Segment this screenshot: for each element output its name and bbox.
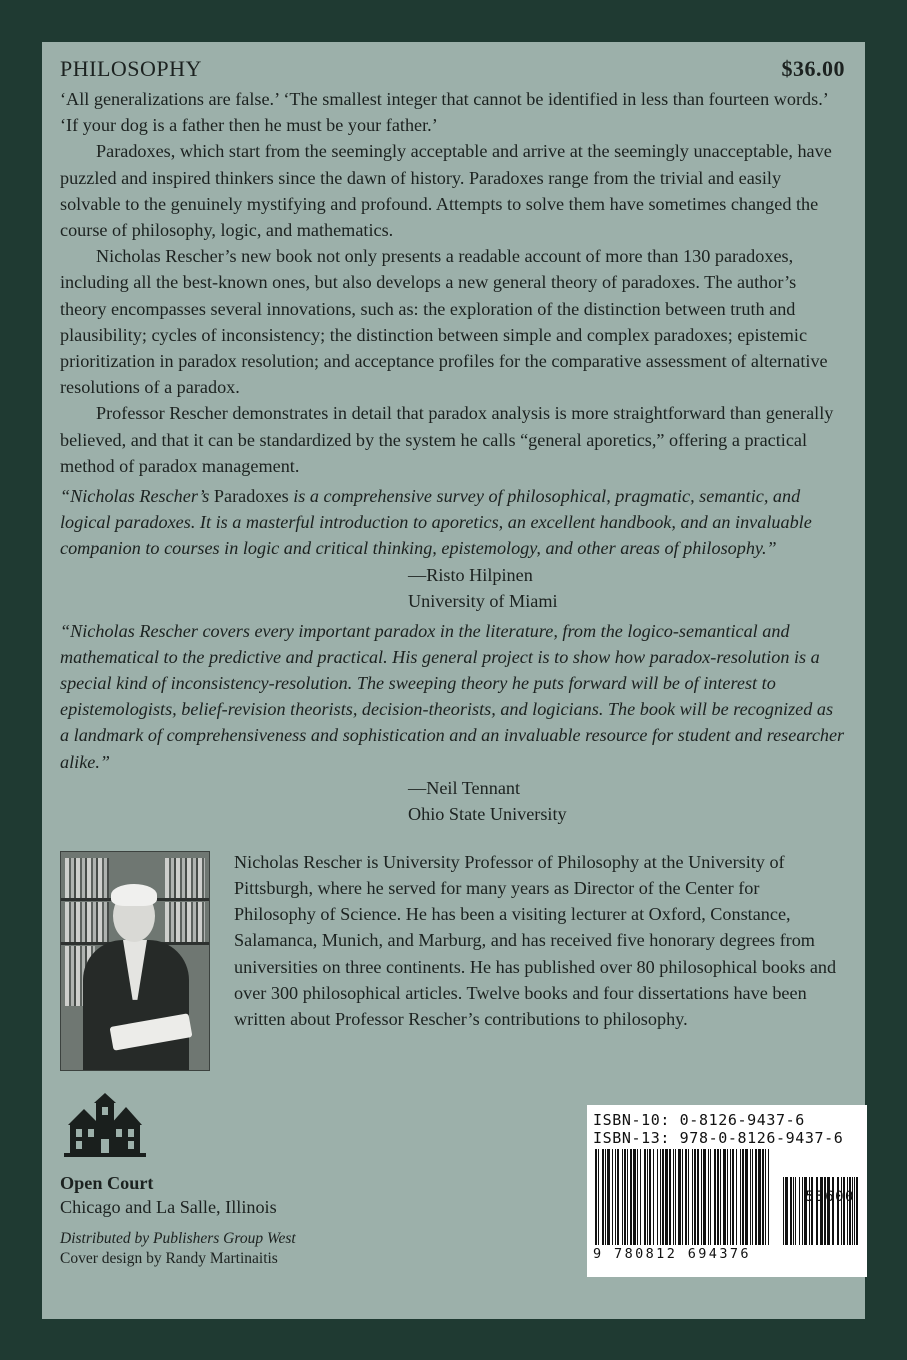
barcode-bar: [755, 1149, 757, 1245]
barcode-bar: [710, 1149, 711, 1245]
paragraph-2: Paradoxes, which start from the seemingly acceptable and arrive at the seemingly unacceptable, have puzzled and inspired thinkers since the dawn of history. Paradoxes range from the trivial and easily solvable to the genuinely mystifying and profound. Attempts to solve them have sometimes changed the course of philosophy, logic, and mathematics.: [60, 141, 832, 241]
category-label: PHILOSOPHY: [60, 56, 202, 81]
barcode-bar: [717, 1149, 719, 1245]
barcode-bar: [783, 1177, 784, 1245]
barcode-bar: [736, 1149, 737, 1245]
barcode-bar: [703, 1149, 706, 1245]
barcode-bar: [602, 1149, 604, 1245]
barcode-bar: [640, 1149, 641, 1245]
barcode-bar: [615, 1149, 616, 1245]
paragraph-4: Professor Rescher demonstrates in detail that paradox analysis is more straightforward than generally believed, and that it can be standardized by the system he calls “general aporetics,” offering a practical method of paradox management.: [60, 403, 834, 476]
blurb-1-affiliation: University of Miami: [408, 590, 558, 611]
barcode-bar: [622, 1149, 623, 1245]
barcode-bar: [720, 1149, 721, 1245]
price-code: 53600: [805, 1188, 855, 1205]
barcode-bar: [768, 1149, 769, 1245]
barcode-bar: [740, 1149, 741, 1245]
blurb-1-text: is a comprehensive survey of philosophical, pragmatic, semantic, and logical paradoxes. It is a masterful introduction to aporetics, an excellent handbook, and an invaluable companion to courses in logic and critical thinking, epistemology, and other areas of philosophy.”: [60, 486, 812, 559]
barcode-bar: [730, 1149, 731, 1245]
barcode-bar: [849, 1177, 851, 1245]
barcode-bar: [701, 1149, 702, 1245]
barcode-bar: [723, 1149, 726, 1245]
barcode-bar: [630, 1149, 632, 1245]
barcode-bar: [727, 1149, 728, 1245]
barcode-bar: [617, 1149, 619, 1245]
barcode-bar: [637, 1149, 638, 1245]
barcode-bar: [714, 1149, 716, 1245]
isbn-barcode: [587, 1105, 867, 1277]
barcode-bar: [852, 1177, 853, 1245]
barcode-bar: [804, 1177, 807, 1245]
isbn-10: ISBN-10: 0-8126-9437-6: [593, 1110, 805, 1129]
barcode-bar: [811, 1177, 813, 1245]
barcode-bar: [843, 1177, 845, 1245]
barcode-bar: [627, 1149, 628, 1245]
barcode-bar: [758, 1149, 761, 1245]
barcode-bar: [660, 1149, 661, 1245]
barcode-bar: [595, 1149, 597, 1245]
back-cover: [42, 42, 865, 1319]
barcode-bar: [854, 1177, 855, 1245]
barcode-bar: [820, 1177, 823, 1245]
paragraph-3: Nicholas Rescher’s new book not only presents a readable account of more than 130 paradoxes, including all the best-known ones, but also develops a new general theory of paradoxes. The author’s theory encompasses several innovations, such as: the exploration of the distinction between truth and plausibility; cycles of inconsistency; the distinction between simple and complex paradoxes; epistemic prioritization in paradox resolution; and acceptance profiles for the comparative assessment of alternative resolutions of a paradox.: [60, 246, 828, 398]
barcode-bar: [678, 1149, 681, 1245]
cover-header: [60, 56, 845, 82]
barcode-bar: [790, 1177, 792, 1245]
barcode-bar: [665, 1149, 668, 1245]
blurb-1-prefix: “Nicholas Rescher’s: [60, 486, 214, 507]
barcode-bar: [762, 1149, 764, 1245]
barcode-bar: [732, 1149, 734, 1245]
barcode-bar: [657, 1149, 658, 1245]
barcode-bar: [799, 1177, 800, 1245]
barcode-bar: [669, 1149, 671, 1245]
barcode-bar: [856, 1177, 858, 1245]
barcode-bar: [692, 1149, 693, 1245]
publisher-info: [60, 1171, 277, 1219]
price-label: $36.00: [781, 56, 845, 81]
barcode-bar: [647, 1149, 648, 1245]
publisher-location: Chicago and La Salle, Illinois: [60, 1196, 277, 1217]
barcode-bar: [644, 1149, 646, 1245]
barcode-bar: [802, 1177, 803, 1245]
barcode-bar: [765, 1149, 766, 1245]
barcode-bar: [624, 1149, 626, 1245]
publisher-name: Open Court: [60, 1172, 154, 1193]
barcode-bar: [837, 1177, 839, 1245]
barcode-bar: [708, 1149, 709, 1245]
barcode-bar: [750, 1149, 751, 1245]
publisher-logo-icon: [60, 1093, 150, 1159]
cover-footer: [60, 1093, 855, 1293]
barcode-bar: [612, 1149, 613, 1245]
description: [60, 86, 845, 827]
barcode-bar: [688, 1149, 689, 1245]
barcode-bar: [694, 1149, 696, 1245]
barcode-bar: [832, 1177, 834, 1245]
distributor-credit: Distributed by Publishers Group West: [60, 1229, 296, 1247]
barcode-bar: [809, 1177, 810, 1245]
barcode-bar: [847, 1177, 848, 1245]
barcode-bar: [697, 1149, 699, 1245]
barcode-bar: [649, 1149, 651, 1245]
barcode-bar: [742, 1149, 744, 1245]
barcode-bar: [752, 1149, 753, 1245]
paragraph-intro: ‘All generalizations are false.’ ‘The smallest integer that cannot be identified in less than fourteen words.’ ‘If your dog is a father then he must be your father.’: [60, 89, 828, 136]
barcode-bar: [824, 1177, 826, 1245]
barcode-bar: [841, 1177, 842, 1245]
blurb-2: “Nicholas Rescher covers every important paradox in the literature, from the logico-semantical and mathematical to the predictive and practical. His general project is to show how paradox-resolution is a special kind of inconsistency-resolution. The sweeping theory he puts forward will be of interest to epistemologists, belief-revision theorists, decision-theorists, and logicians. The book will be recognized as a landmark of comprehensiveness and sophistication and an invaluable resource for student and researcher alike.”: [60, 620, 845, 772]
barcode-bar: [673, 1149, 674, 1245]
barcode-bar: [793, 1177, 794, 1245]
barcode-bar: [662, 1149, 664, 1245]
barcode-bar: [675, 1149, 676, 1245]
barcode-bar: [785, 1177, 788, 1245]
barcode-bar: [795, 1177, 796, 1245]
barcode-bar: [653, 1149, 654, 1245]
cover-design-credit: Cover design by Randy Martinaitis: [60, 1249, 278, 1267]
bio-text: Nicholas Rescher is University Professor of Philosophy at the University of Pittsburgh, where he served for many years as Director of the Center for Philosophy of Science. He has been a visiting lecturer at Oxford, Constance, Salamanca, Munich, and Marburg, and has received five honorary degrees from universities on three continents. He has published over 80 philosophical books and over 300 philosophical articles. Twelve books and four dissertations have been written about Professor Rescher’s contributions to philosophy.: [234, 851, 837, 1030]
barcode-bar: [598, 1149, 599, 1245]
isbn-13: ISBN-13: 978-0-8126-9437-6: [593, 1128, 844, 1147]
barcode-bar: [682, 1149, 683, 1245]
author-bio: [60, 849, 845, 1071]
barcode-bar: [607, 1149, 610, 1245]
blurb-1: [60, 483, 845, 562]
barcode-bar: [827, 1177, 830, 1245]
blurb-2-author: —Neil Tennant: [408, 777, 521, 798]
barcode-bar: [605, 1149, 606, 1245]
author-photo: [60, 851, 210, 1071]
blurb-2-affiliation: Ohio State University: [408, 803, 567, 824]
barcode-digits: 9 780812 694376: [593, 1245, 751, 1262]
barcode-bar: [816, 1177, 818, 1245]
credits: [60, 1229, 296, 1269]
barcode-bar: [745, 1149, 748, 1245]
barcode-bar: [633, 1149, 636, 1245]
blurb-1-author: —Risto Hilpinen: [408, 564, 533, 585]
barcode-bar: [685, 1149, 687, 1245]
blurb-1-book-title: Paradoxes: [213, 486, 289, 507]
